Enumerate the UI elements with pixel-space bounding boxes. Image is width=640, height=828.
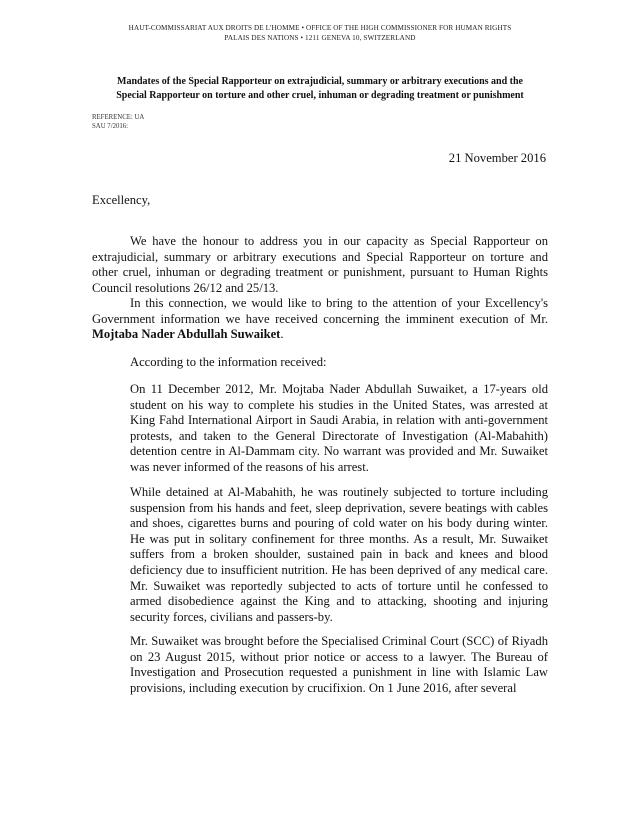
- paragraph-intro: We have the honour to address you in our capacity as Special Rapporteur on extrajudicial, summary or arbitrary executions and Special Rapporteur on torture and other cruel, inhuman or degrading treatment or punishment, pursuant to Human Rights Council resolutions 26/12 and 25/13.: [92, 234, 548, 295]
- letterhead-line-1: HAUT-COMMISSARIAT AUX DROITS DE L'HOMME • OFFICE OF THE HIGH COMMISSIONER FOR HUMAN RIGHTS: [128, 24, 512, 32]
- quoted-paragraph-trial: Mr. Suwaiket was brought before the Specialised Criminal Court (SCC) of Riyadh on 23 August 2015, without prior notice or access to a lawyer. The Bureau of Investigation and Prosecution requested a punishment in line with Islamic Law provisions, including execution by crucifixion. On 1 June 2016, after several: [130, 634, 548, 695]
- individual-name: Mojtaba Nader Abdullah Suwaiket: [92, 327, 281, 342]
- reference-line-2: SAU 7/2016:: [92, 123, 129, 130]
- mandates-title-line-2: Special Rapporteur on torture and other cruel, inhuman or degrading treatment or punishment: [116, 89, 524, 101]
- paragraph-connection: [92, 296, 548, 343]
- reference-line-1: REFERENCE: UA: [92, 114, 145, 121]
- quoted-paragraph-torture: While detained at Al-Mabahith, he was routinely subjected to torture including suspension from his hands and feet, sleep deprivation, severe beatings with cables and shoes, cigarettes burns and pouring of cold water on his body during winter. He was put in solitary confinement for three months. As a result, Mr. Suwaiket suffers from a broken shoulder, sustained pain in back and knees and blood deficiency due to insufficient nutrition. He has been deprived of any medical care. Mr. Suwaiket was reportedly subjected to acts of torture until he confessed to armed disobedience against the King and to attacking, shooting and injuring security forces, civilians and passers-by.: [130, 485, 548, 624]
- quoted-paragraph-arrest: On 11 December 2012, Mr. Mojtaba Nader Abdullah Suwaiket, a 17-years old student on his way to complete his studies in the United States, was arrested at King Fahd International Airport in Saudi Arabia, in relation with anti-government protests, and taken to the General Directorate of Investigation (Al-Mabahith) detention centre in Al-Dammam city. No warrant was provided and Mr. Suwaiket was never informed of the reasons of his arrest.: [130, 382, 548, 474]
- mandates-title: [90, 75, 550, 102]
- paragraph-connection-end: .: [280, 327, 284, 342]
- paragraph-connection-text: In this connection, we would like to bring to the attention of your Excellency's Government information we have received concerning the imminent execution of Mr.: [92, 296, 548, 326]
- according-heading: According to the information received:: [130, 355, 327, 369]
- letter-date: 21 November 2016: [448, 151, 546, 165]
- letterhead: [0, 23, 640, 43]
- salutation: Excellency,: [92, 193, 151, 207]
- letterhead-line-2: PALAIS DES NATIONS • 1211 GENEVA 10, SWITZERLAND: [224, 34, 416, 42]
- mandates-title-line-1: Mandates of the Special Rapporteur on extrajudicial, summary or arbitrary executions and the: [117, 76, 523, 87]
- reference-block: [92, 113, 144, 131]
